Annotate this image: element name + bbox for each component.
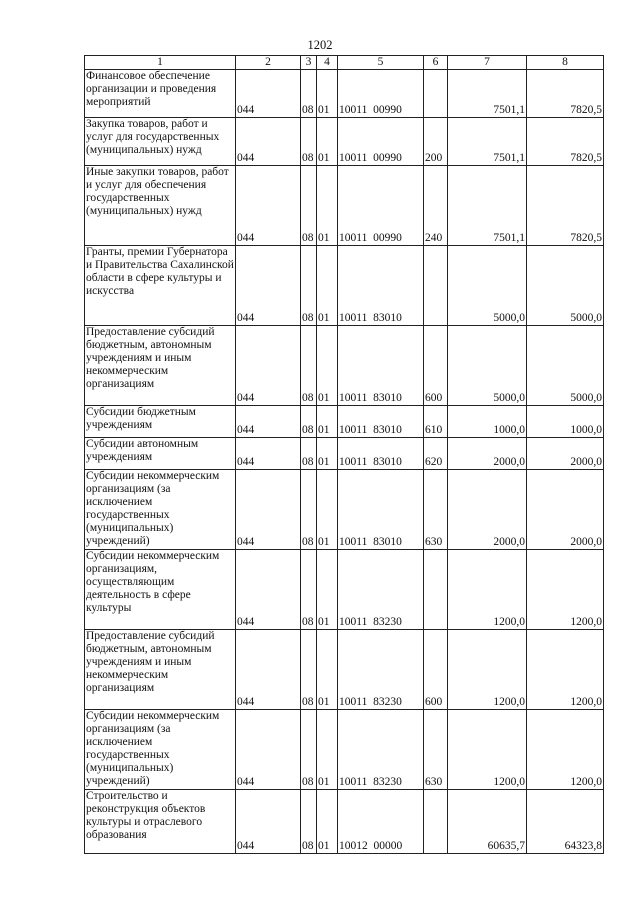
table-row	[85, 470, 604, 550]
row-amount-1: 5000,0	[448, 326, 527, 406]
row-amount-2: 5000,0	[527, 246, 604, 326]
row-name: Субсидии некоммерческим организациям, осуществляющим деятельность в сфере культуры	[85, 550, 236, 630]
row-code-subsection: 01	[317, 70, 338, 118]
budget-table	[84, 55, 604, 854]
row-code-expense-type	[424, 550, 448, 630]
row-code-subsection: 01	[317, 630, 338, 710]
row-code-expense-type: 600	[424, 630, 448, 710]
row-amount-2: 64323,8	[527, 790, 604, 854]
table-row	[85, 710, 604, 790]
table-row	[85, 790, 604, 854]
row-amount-1: 1000,0	[448, 406, 527, 438]
row-code-ministry: 044	[236, 470, 301, 550]
row-name: Субсидии автономным учреждениям	[85, 438, 236, 470]
row-code-subsection: 01	[317, 550, 338, 630]
row-code-subsection: 01	[317, 438, 338, 470]
row-code-expense-type: 240	[424, 166, 448, 246]
row-code-ministry: 044	[236, 550, 301, 630]
row-code-subsection: 01	[317, 246, 338, 326]
row-code-ministry: 044	[236, 326, 301, 406]
column-header: 3	[301, 56, 317, 70]
row-amount-2: 1200,0	[527, 550, 604, 630]
column-header: 1	[85, 56, 236, 70]
row-code-section: 08	[301, 710, 317, 790]
row-name: Гранты, премии Губернатора и Правительства Сахалинской области в сфере культуры и искусства	[85, 246, 236, 326]
page-number: 1202	[307, 38, 333, 52]
row-name: Строительство и реконструкция объектов культуры и отраслевого образования	[85, 790, 236, 854]
row-code-expense-type: 610	[424, 406, 448, 438]
row-code-subsection: 01	[317, 166, 338, 246]
row-code-expense-type: 600	[424, 326, 448, 406]
row-name: Закупка товаров, работ и услуг для государственных (муниципальных) нужд	[85, 118, 236, 166]
row-code-expense-type: 620	[424, 438, 448, 470]
row-amount-1: 7501,1	[448, 70, 527, 118]
row-amount-1: 5000,0	[448, 246, 527, 326]
column-header: 4	[317, 56, 338, 70]
row-code-section: 08	[301, 790, 317, 854]
row-code-target: 10011 83010	[338, 406, 424, 438]
row-code-subsection: 01	[317, 326, 338, 406]
row-code-subsection: 01	[317, 406, 338, 438]
row-code-ministry: 044	[236, 710, 301, 790]
column-header: 6	[424, 56, 448, 70]
row-code-target: 10011 83010	[338, 470, 424, 550]
row-code-ministry: 044	[236, 438, 301, 470]
row-amount-1: 7501,1	[448, 118, 527, 166]
row-amount-2: 1000,0	[527, 406, 604, 438]
column-header: 8	[527, 56, 604, 70]
row-code-section: 08	[301, 246, 317, 326]
row-code-section: 08	[301, 70, 317, 118]
row-code-section: 08	[301, 406, 317, 438]
row-amount-1: 2000,0	[448, 470, 527, 550]
row-code-subsection: 01	[317, 710, 338, 790]
row-code-target: 10011 83010	[338, 438, 424, 470]
row-amount-2: 7820,5	[527, 70, 604, 118]
row-amount-1: 60635,7	[448, 790, 527, 854]
row-code-expense-type	[424, 246, 448, 326]
row-amount-1: 2000,0	[448, 438, 527, 470]
row-amount-2: 2000,0	[527, 438, 604, 470]
row-amount-2: 1200,0	[527, 710, 604, 790]
table-row	[85, 118, 604, 166]
row-code-target: 10011 00990	[338, 166, 424, 246]
row-name: Предоставление субсидий бюджетным, автономным учреждениям и иным некоммерческим организациям	[85, 326, 236, 406]
row-amount-1: 1200,0	[448, 710, 527, 790]
row-code-ministry: 044	[236, 790, 301, 854]
column-header: 7	[448, 56, 527, 70]
row-amount-2: 5000,0	[527, 326, 604, 406]
row-code-target: 10011 83010	[338, 246, 424, 326]
row-amount-1: 7501,1	[448, 166, 527, 246]
row-code-section: 08	[301, 118, 317, 166]
row-code-expense-type	[424, 70, 448, 118]
row-code-expense-type	[424, 790, 448, 854]
row-code-section: 08	[301, 326, 317, 406]
row-code-subsection: 01	[317, 790, 338, 854]
row-amount-2: 7820,5	[527, 166, 604, 246]
row-code-section: 08	[301, 630, 317, 710]
column-header: 5	[338, 56, 424, 70]
row-name: Субсидии некоммерческим организациям (за исключением государственных (муниципальных) учреждений)	[85, 710, 236, 790]
row-name: Финансовое обеспечение организации и проведения мероприятий	[85, 70, 236, 118]
row-name: Предоставление субсидий бюджетным, автономным учреждениям и иным некоммерческим организациям	[85, 630, 236, 710]
table-row	[85, 550, 604, 630]
column-header: 2	[236, 56, 301, 70]
row-name: Субсидии некоммерческим организациям (за исключением государственных (муниципальных) учреждений)	[85, 470, 236, 550]
row-code-target: 10011 83230	[338, 550, 424, 630]
row-code-target: 10011 83230	[338, 630, 424, 710]
row-code-expense-type: 630	[424, 710, 448, 790]
row-code-subsection: 01	[317, 470, 338, 550]
table-row	[85, 70, 604, 118]
row-amount-2: 7820,5	[527, 118, 604, 166]
row-code-subsection: 01	[317, 118, 338, 166]
table-row	[85, 438, 604, 470]
row-code-ministry: 044	[236, 70, 301, 118]
row-code-target: 10011 00990	[338, 70, 424, 118]
header-row	[85, 56, 604, 70]
row-code-target: 10012 00000	[338, 790, 424, 854]
row-amount-1: 1200,0	[448, 630, 527, 710]
row-code-ministry: 044	[236, 630, 301, 710]
row-code-target: 10011 83230	[338, 710, 424, 790]
row-code-section: 08	[301, 166, 317, 246]
table-row	[85, 326, 604, 406]
row-code-target: 10011 00990	[338, 118, 424, 166]
row-code-target: 10011 83010	[338, 326, 424, 406]
row-name: Субсидии бюджетным учреждениям	[85, 406, 236, 438]
row-code-ministry: 044	[236, 246, 301, 326]
table-row	[85, 630, 604, 710]
row-code-expense-type: 630	[424, 470, 448, 550]
row-code-ministry: 044	[236, 166, 301, 246]
row-code-expense-type: 200	[424, 118, 448, 166]
table-row	[85, 406, 604, 438]
table-row	[85, 166, 604, 246]
row-code-section: 08	[301, 550, 317, 630]
row-code-section: 08	[301, 470, 317, 550]
row-code-ministry: 044	[236, 406, 301, 438]
table-row	[85, 246, 604, 326]
row-amount-2: 1200,0	[527, 630, 604, 710]
row-code-section: 08	[301, 438, 317, 470]
row-amount-1: 1200,0	[448, 550, 527, 630]
row-name: Иные закупки товаров, работ и услуг для обеспечения государственных (муниципальных) нужд	[85, 166, 236, 246]
row-amount-2: 2000,0	[527, 470, 604, 550]
row-code-ministry: 044	[236, 118, 301, 166]
